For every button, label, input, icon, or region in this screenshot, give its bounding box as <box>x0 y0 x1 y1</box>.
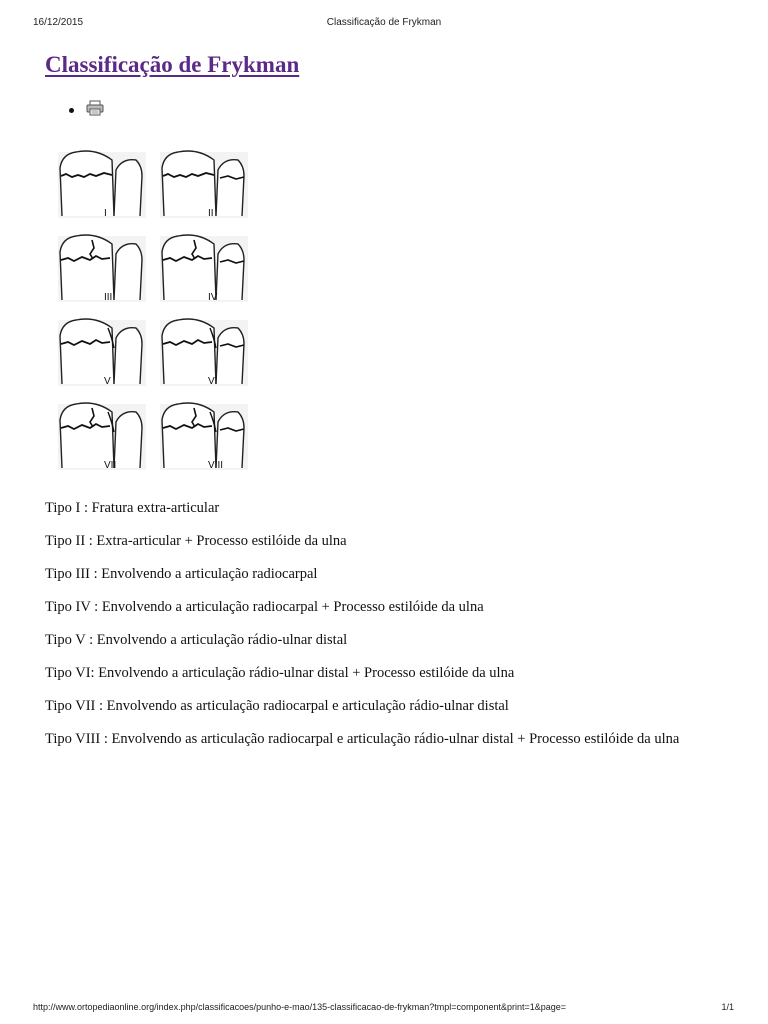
type-label: II <box>208 208 214 219</box>
type-list <box>45 500 735 764</box>
type-label: III <box>104 292 113 303</box>
type-item: Tipo V : Envolvendo a articulação rádio-ulnar distal <box>45 632 348 648</box>
ulna-bone <box>114 244 142 300</box>
source-url: http://www.ortopediaonline.org/index.php/classificacoes/punho-e-mao/135-classificacao-de-frykman?tmpl=component&print=1&page= <box>33 1002 567 1012</box>
type-item: Tipo VII : Envolvendo as articulação radiocarpal e articulação rádio-ulnar distal <box>45 698 509 714</box>
type-item: Tipo VI: Envolvendo a articulação rádio-ulnar distal + Processo estilóide da ulna <box>45 665 515 681</box>
fracture-diagram <box>160 151 248 219</box>
radius-bone <box>60 235 114 300</box>
type-item: Tipo II : Extra-articular + Processo estilóide da ulna <box>45 533 347 549</box>
fracture-diagram <box>58 235 146 303</box>
ulna-bone <box>216 244 244 300</box>
frykman-classification-figure <box>52 144 256 480</box>
type-label: VII <box>104 460 117 471</box>
fracture-diagram <box>160 403 248 471</box>
fracture-diagram <box>58 403 146 471</box>
radius-bone <box>60 151 114 216</box>
print-icon[interactable] <box>86 100 104 116</box>
radius-bone <box>162 403 216 468</box>
radius-bone <box>162 151 216 216</box>
type-label: I <box>104 208 107 219</box>
fracture-diagram <box>160 319 248 387</box>
print-header-title: Classificação de Frykman <box>326 17 442 28</box>
ulna-bone <box>216 328 244 384</box>
type-item: Tipo IV : Envolvendo a articulação radiocarpal + Processo estilóide da ulna <box>45 599 484 615</box>
page-title[interactable]: Classificação de Frykman <box>45 52 300 77</box>
fracture-diagram <box>160 235 248 303</box>
radius-bone <box>60 319 114 384</box>
type-item: Tipo I : Fratura extra-articular <box>45 500 220 516</box>
radius-bone <box>162 319 216 384</box>
type-label: V <box>104 376 111 387</box>
ulna-bone <box>114 328 142 384</box>
type-label: VI <box>208 376 218 387</box>
print-date: 16/12/2015 <box>33 17 84 28</box>
ulna-bone <box>114 160 142 216</box>
type-label: VIII <box>208 460 224 471</box>
fracture-diagram <box>58 151 146 219</box>
print-header <box>0 0 768 32</box>
page-number: 1/1 <box>721 1002 734 1012</box>
radius-bone <box>60 403 114 468</box>
fracture-diagram <box>58 319 146 387</box>
list-bullet <box>69 108 74 113</box>
ulna-bone <box>114 412 142 468</box>
print-footer <box>0 994 768 1024</box>
type-label: IV <box>208 292 218 303</box>
type-item: Tipo III : Envolvendo a articulação radiocarpal <box>45 566 318 582</box>
radius-bone <box>162 235 216 300</box>
ulna-bone <box>216 160 244 216</box>
type-item: Tipo VIII : Envolvendo as articulação radiocarpal e articulação rádio-ulnar distal + Processo estilóide da ulna <box>45 731 680 747</box>
